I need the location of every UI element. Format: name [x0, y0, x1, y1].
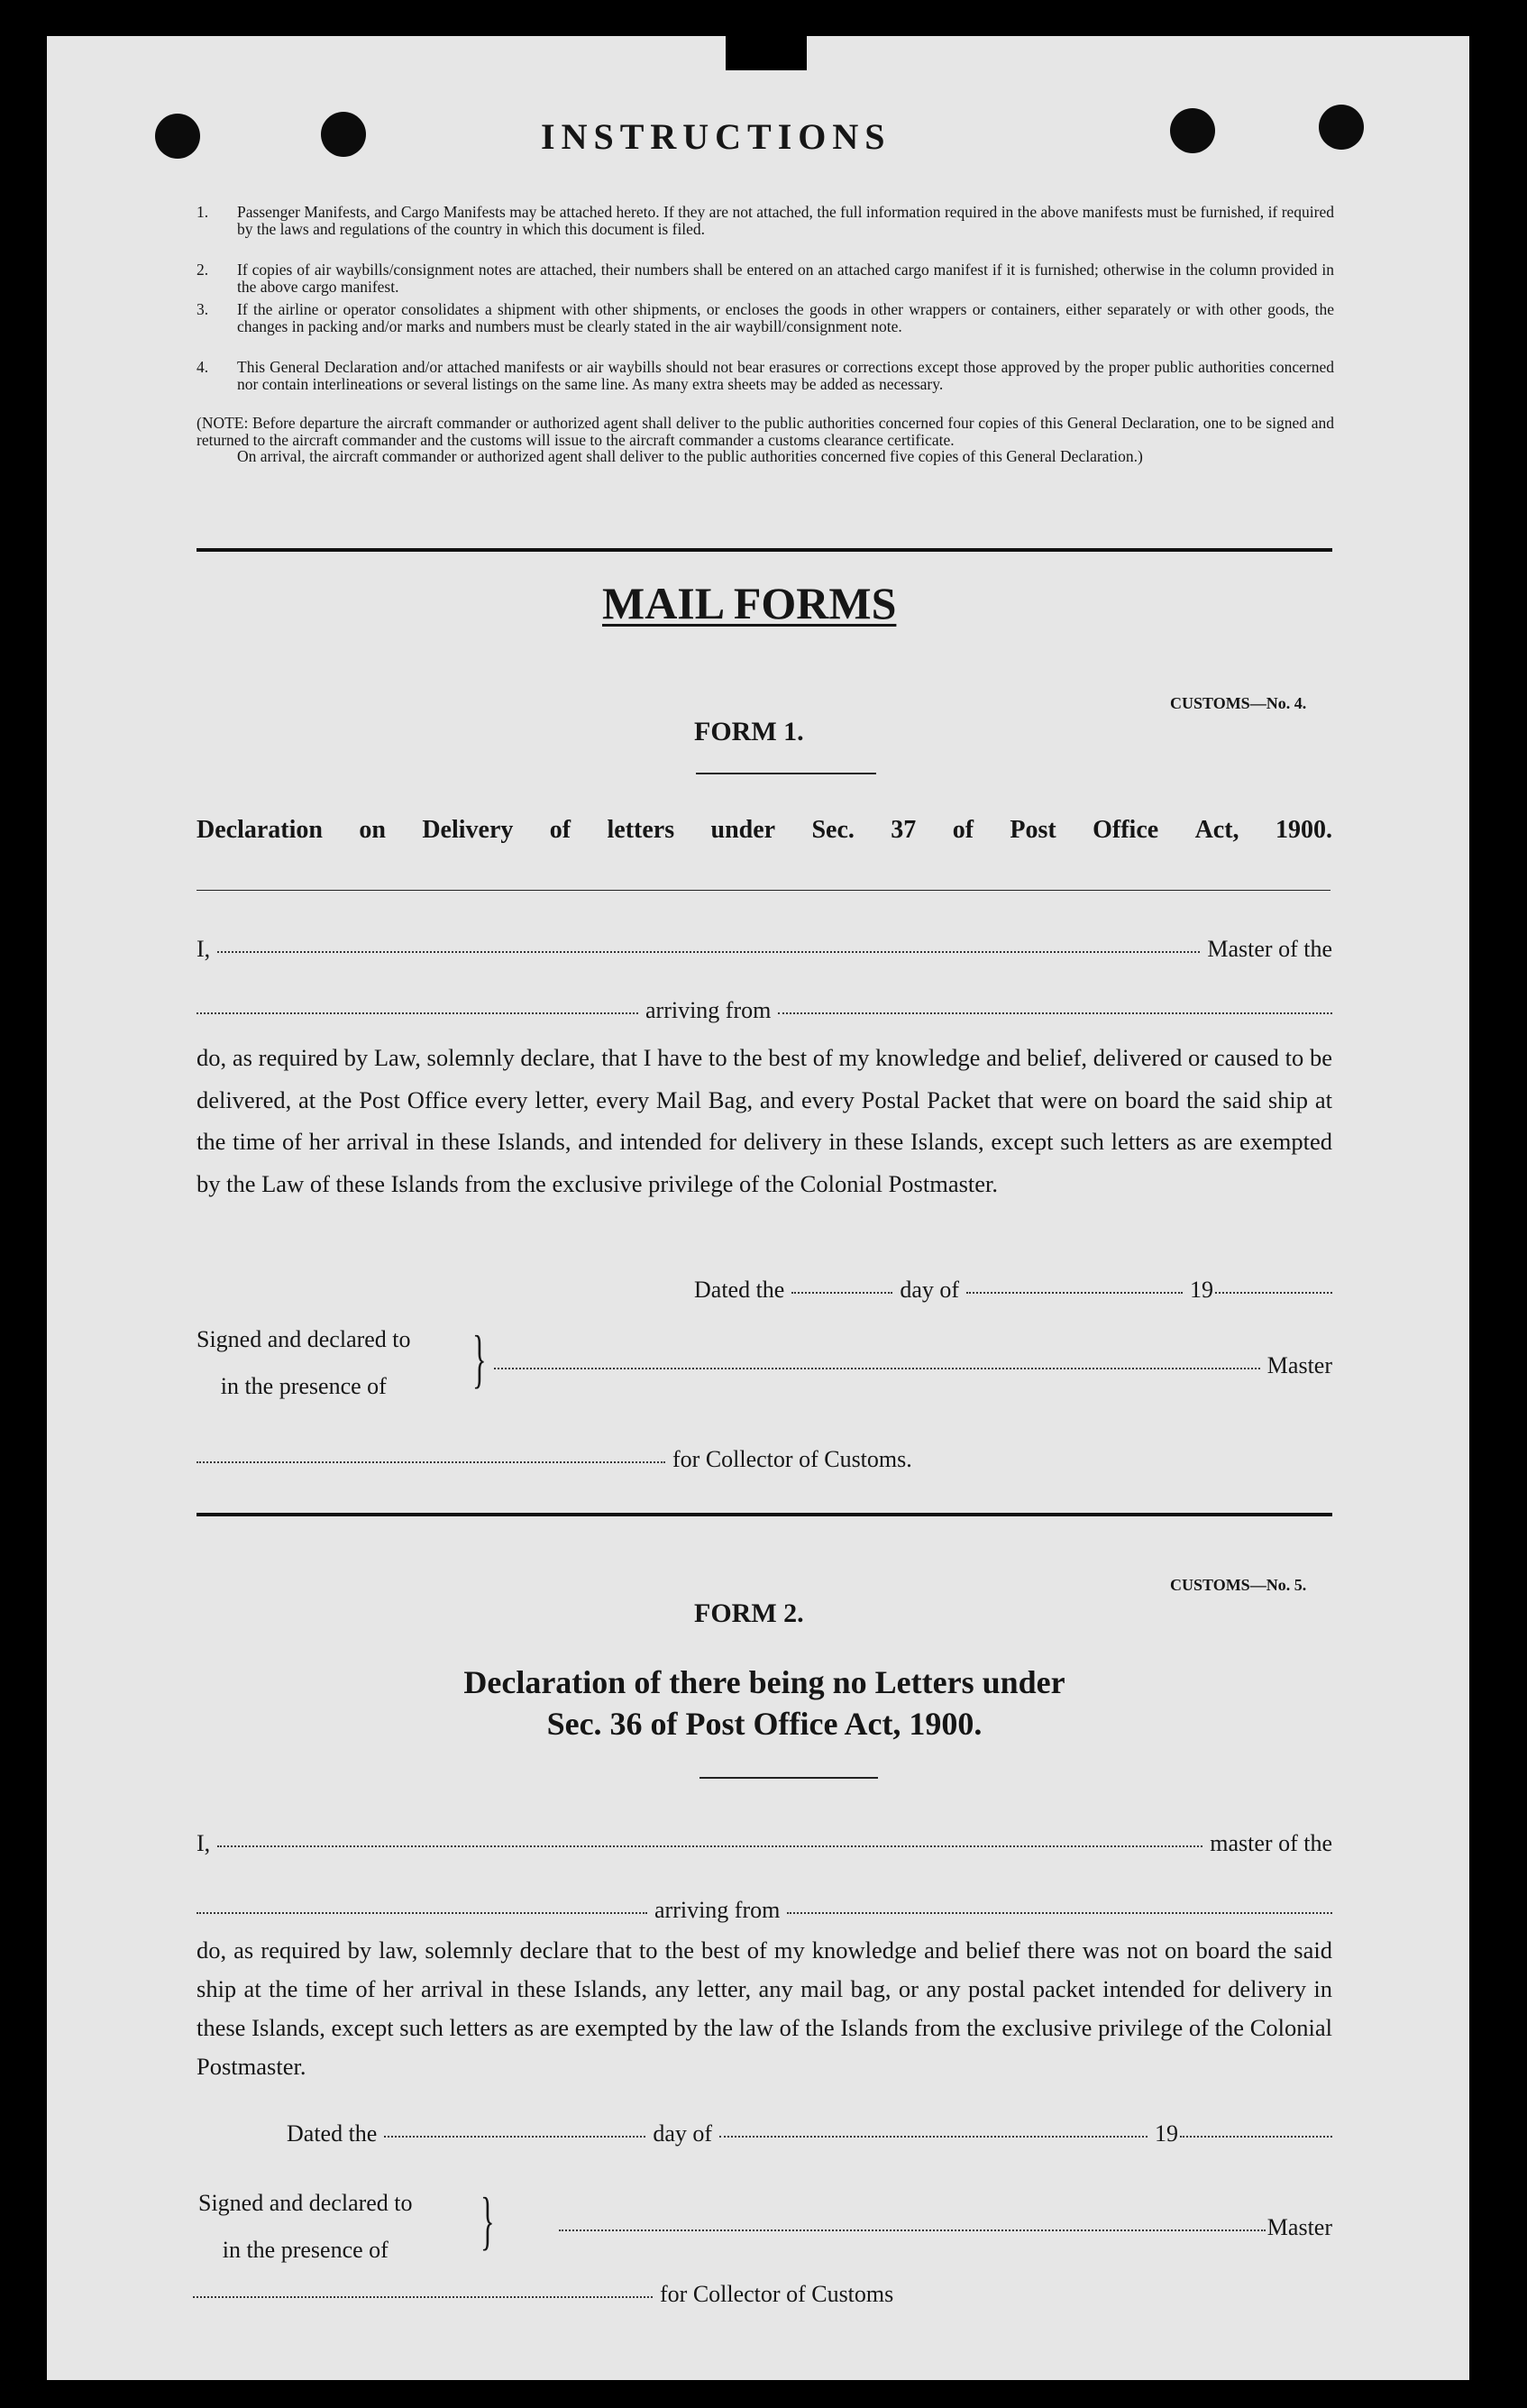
form2-arriving-label: arriving from: [654, 1897, 781, 1923]
day-of-label: day of: [900, 1277, 960, 1303]
master-name-field[interactable]: [217, 1845, 1202, 1847]
master-signature-field[interactable]: [559, 2229, 1266, 2231]
year-field[interactable]: [1215, 1291, 1332, 1294]
form1-heading: FORM 1.: [694, 717, 804, 746]
form2-master-line: [197, 1830, 1332, 1857]
form1-i-label: I,: [197, 936, 211, 962]
day-of-label: day of: [653, 2120, 713, 2147]
instruction-number: 1.: [197, 203, 209, 221]
form2-dated-line: [287, 2120, 1332, 2147]
form2-heading: FORM 2.: [694, 1598, 804, 1628]
instruction-number: 2.: [197, 261, 209, 279]
form2-brace: }: [480, 2184, 495, 2257]
master-label: Master: [1266, 2214, 1332, 2240]
day-field[interactable]: [791, 1291, 892, 1294]
title-word: under: [710, 816, 776, 844]
form2-customs-number: CUSTOMS—No. 5.: [1170, 1576, 1307, 1594]
instruction-number: 3.: [197, 300, 209, 318]
instruction-text: If the airline or operator consolidates a shipment with other shipments, or encloses the goods in other wrappers or containers, either separately or with other goods, the changes in packing and/or marks and numbers must be clearly stated in the air waybill/consignment note.: [237, 300, 1334, 335]
title-word: of: [952, 816, 974, 844]
form1-arriving-label: arriving from: [645, 997, 772, 1023]
form2-collector-line: [193, 2281, 932, 2308]
collector-signature-field[interactable]: [197, 1460, 665, 1463]
form2-master-of-label: master of the: [1210, 1830, 1332, 1856]
collector-label: for Collector of Customs.: [672, 1446, 912, 1472]
form1-declaration-title: [197, 816, 1332, 845]
presence-line: in the presence of: [220, 1373, 387, 1399]
title-word: 37: [891, 816, 917, 844]
form1-arriving-line: [197, 997, 1332, 1024]
title-word: Sec.: [811, 816, 855, 844]
instruction-item-2: [197, 261, 1334, 295]
form2-body: do, as required by law, solemnly declare that to the best of my knowledge and belief there was not on board the said ship at the time of her arrival in these Islands, any letter, any mail bag, or any postal packet intended for delivery in these Islands, except such letters as are exempted by the law of the Islands from the exclusive privilege of the Colonial Postmaster.: [197, 1936, 1332, 2080]
master-signature-field[interactable]: [494, 1367, 1260, 1369]
instruction-text: If copies of air waybills/consignment notes are attached, their numbers shall be entered on an attached cargo manifest if it is furnished; otherwise in the column provided in the above cargo manifest.: [237, 261, 1334, 296]
note-text: (NOTE: Before departure the aircraft commander or authorized agent shall deliver to the public authorities concerned four copies of this General Declaration, one to be signed and returned to the aircraft commander and the customs will issue to the aircraft commander a customs clearance certificate.: [197, 414, 1334, 449]
form1-master-sign-line: [494, 1352, 1332, 1379]
form2-arriving-line: [197, 1897, 1332, 1924]
title-word: on: [359, 816, 386, 844]
form2-master-sign-line: [559, 2214, 1332, 2241]
punch-hole-right-2: [1319, 105, 1364, 150]
title-line-2: Sec. 36 of Post Office Act, 1900.: [546, 1706, 983, 1742]
form1-collector-line: [197, 1446, 972, 1473]
instruction-number: 4.: [197, 358, 209, 376]
form1-body: do, as required by Law, solemnly declare, that I have to the best of my knowledge and belief, delivered or caused to be delivered, at the Post Office every letter, every Mail Bag, and every Postal Packet that were on board the said ship at the time of her arrival in these Islands, and intended for delivery in these Islands, except such letters as are exempted by the Law of these Islands from the exclusive privilege of the Colonial Postmaster.: [197, 1044, 1332, 1197]
form2-declaration-title: [197, 1662, 1332, 1744]
presence-line: in the presence of: [222, 2237, 389, 2263]
title-word: Office: [1093, 816, 1159, 844]
title-word: Declaration: [197, 816, 323, 844]
title-word: 1900.: [1275, 816, 1332, 844]
form1-customs-number: CUSTOMS—No. 4.: [1170, 694, 1307, 712]
title-word: Act,: [1194, 816, 1239, 844]
year-field[interactable]: [1180, 2135, 1332, 2138]
signed-line: Signed and declared to: [197, 1326, 411, 1352]
form1-brace: }: [472, 1323, 487, 1395]
form1-signed-label: [197, 1316, 411, 1410]
year-prefix: 19: [1190, 1277, 1214, 1303]
punch-hole-left-1: [155, 114, 200, 159]
ship-name-field[interactable]: [197, 1911, 647, 1914]
note-text-arrival: On arrival, the aircraft commander or authorized agent shall deliver to the public authorities concerned five copies of this General Declaration.): [237, 447, 1143, 465]
arriving-from-field[interactable]: [778, 1012, 1332, 1014]
title-word: Post: [1010, 816, 1056, 844]
instructions-title: INSTRUCTIONS: [541, 116, 892, 157]
form1-heading-underline: [696, 773, 876, 774]
form2-i-label: I,: [197, 1830, 211, 1856]
form1-master-of-label: Master of the: [1207, 936, 1332, 962]
day-field[interactable]: [384, 2135, 645, 2138]
section-divider: [197, 548, 1332, 552]
form1-title-rule: [197, 890, 1330, 891]
year-prefix: 19: [1155, 2120, 1179, 2147]
form2-signed-label: [198, 2180, 413, 2274]
punch-hole-left-2: [321, 112, 366, 157]
binder-tab: [726, 27, 807, 70]
dated-label: Dated the: [694, 1277, 785, 1303]
arriving-from-field[interactable]: [787, 1911, 1332, 1914]
instruction-item-3: [197, 301, 1334, 334]
title-word: of: [549, 816, 571, 844]
punch-hole-right-1: [1170, 108, 1215, 153]
form2-title-underline: [699, 1777, 878, 1779]
title-word: Delivery: [422, 816, 514, 844]
instruction-item-1: [197, 204, 1334, 237]
instruction-text: Passenger Manifests, and Cargo Manifests may be attached hereto. If they are not attached, the full information required in the above manifests must be furnished, if required by the laws and regulations of the country in which this document is filed.: [237, 203, 1334, 238]
collector-signature-field[interactable]: [193, 2295, 653, 2298]
mail-forms-title: MAIL FORMS: [602, 578, 897, 628]
month-field[interactable]: [966, 1291, 1183, 1294]
collector-label: for Collector of Customs: [660, 2281, 894, 2307]
master-label: Master: [1266, 1352, 1332, 1378]
instruction-note: [197, 415, 1334, 465]
instruction-item-4: [197, 359, 1334, 392]
dated-label: Dated the: [287, 2120, 378, 2147]
month-field[interactable]: [719, 2135, 1148, 2138]
title-word: letters: [607, 816, 675, 844]
title-line-1: Declaration of there being no Letters under: [463, 1664, 1065, 1700]
master-name-field[interactable]: [217, 950, 1200, 953]
form1-master-line: [197, 936, 1332, 963]
ship-name-field[interactable]: [197, 1012, 638, 1014]
form-divider: [197, 1513, 1332, 1516]
form1-dated-line: [694, 1277, 1332, 1304]
signed-line: Signed and declared to: [198, 2190, 413, 2216]
instruction-text: This General Declaration and/or attached manifests or air waybills should not bear erasures or corrections except those approved by the proper public authorities concerned nor contain interlineations or several listings on the same line. As many extra sheets may be added as necessary.: [237, 358, 1334, 393]
